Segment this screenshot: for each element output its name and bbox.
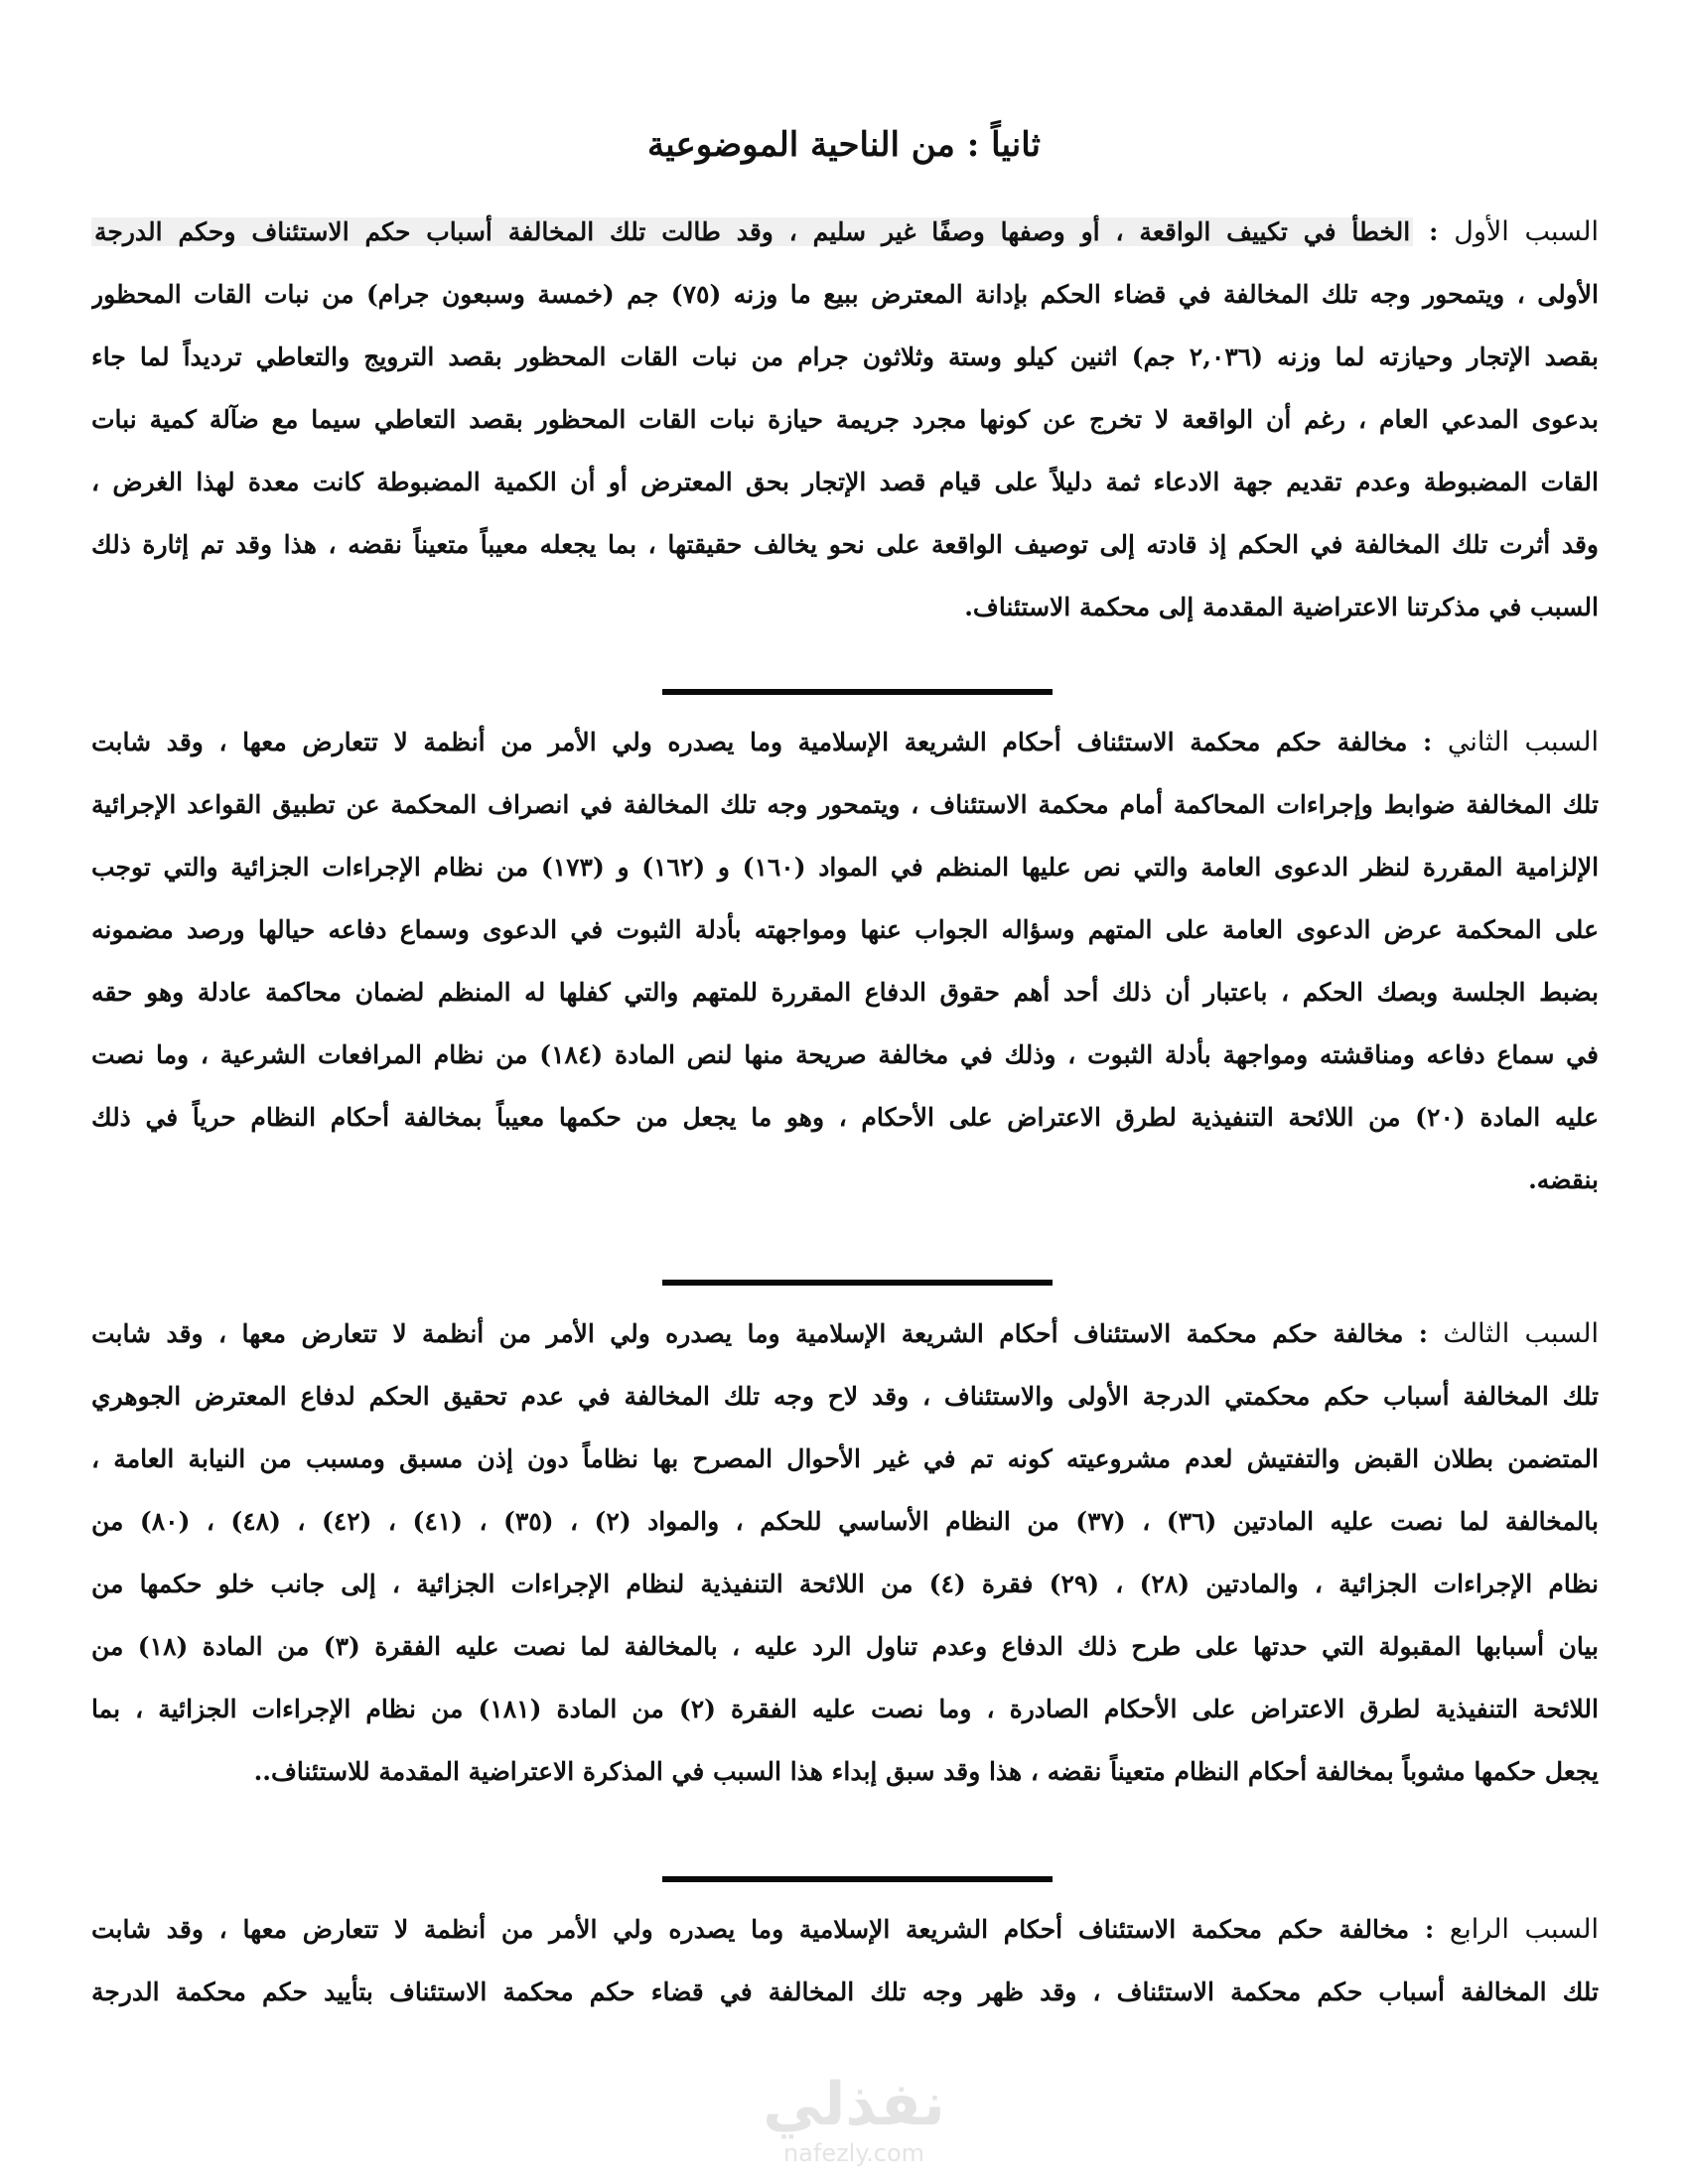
paragraph-line: تلك المخالفة أسباب حكم محكمتي الدرجة الأولى والاستئناف ، وقد لاح وجه تلك المخالفة في عدم تحقيق الحكم لدفاع المعترض الجوهري <box>91 1382 1599 1411</box>
paragraph-line: يجعل حكمها مشوباً بمخالفة أحكام النظام متعيناً نقضه ، هذا وقد سبق إبداء هذا السبب في المذكرة الاعتراضية المقدمة للاستئناف.. <box>253 1757 1599 1786</box>
section-divider <box>662 1280 1053 1286</box>
paragraph-line: في سماع دفاعه ومناقشته ومواجهة بأدلة الثبوت ، وذلك في مخالفة صريحة منها لنص المادة (١٨٤) من نظام المرافعات الشرعية ، وما نصت <box>91 1040 1599 1069</box>
watermark <box>735 2070 973 2167</box>
paragraph-line: بيان أسبابها المقبولة التي حدتها على طرح ذلك الدفاع وعدم تناول الرد عليه ، بالمخالفة لما نصت عليه الفقرة (٣) من المادة (١٨) من <box>91 1632 1599 1661</box>
paragraph-line: المتضمن بطلان القبض والتفتيش لعدم مشروعيته كونه تم في غير الأحوال المصرح بها نظاماً دون إذن مسبق ومسبب من النيابة العامة ، <box>91 1444 1599 1473</box>
paragraph-line: الإلزامية المقررة لنظر الدعوى العامة والتي نص عليها المنظم في المواد (١٦٠) و (١٦٢) و (١٧٣) من نظام الإجراءات الجزائية والتي توجب <box>91 853 1599 882</box>
paragraph-line: بنقضه. <box>1528 1165 1599 1194</box>
paragraph-line: بدعوى المدعي العام ، رغم أن الواقعة لا تخرج عن كونها مجرد جريمة حيازة نبات القات المحظور بقصد التعاطي سيما مع ضآلة كمية نبات <box>91 405 1599 434</box>
paragraph-line: وقد أثرت تلك المخالفة في الحكم إذ قادته إلى توصيف الواقعة على نحو يخالف حقيقتها ، بما يجعله معيباً متعيناً نقضه ، هذا وقد تم إثارة ذلك <box>91 530 1599 559</box>
section-heading: السبب الرابع <box>1449 1914 1599 1945</box>
section-heading: السبب الأول <box>1454 216 1599 247</box>
paragraph-line: بقصد الإتجار وحيازته لما وزنه (٢,٠٣٦ جم) اثنين كيلو وستة وثلاثون جرام من نبات القات المحظور بقصد الترويج والتعاطي ترديداً لما جاء <box>91 342 1599 371</box>
paragraph-line: نظام الإجراءات الجزائية ، والمادتين (٢٨) ، (٢٩) فقرة (٤) من اللائحة التنفيذية لنظام الإجراءات الجزائية ، إلى جانب خلو حكمها من <box>91 1570 1599 1598</box>
paragraph-line <box>91 1898 1599 1961</box>
section-first-reason <box>91 201 1599 638</box>
paragraph-line: القات المضبوطة وعدم تقديم جهة الادعاء ثمة دليلاً على قيام قصد الإتجار بحق المعترض أو أن الكمية المضبوطة كانت معدة لهذا الغرض ، <box>91 468 1599 496</box>
paragraph-line <box>91 201 1599 263</box>
paragraph-line: بضبط الجلسة وبصك الحكم ، باعتبار أن ذلك أحد أهم حقوق الدفاع المقررة للمتهم والتي كفلها له المنظم لضمان محاكمة عادلة وهو حقه <box>91 978 1599 1007</box>
text-span: الخطأ في تكييف الواقعة ، أو وصفها وصفًا غير سليم ، وقد طالت تلك المخالفة أسباب حكم الاستئناف وحكم الدرجة <box>91 217 1413 246</box>
section-divider <box>662 1876 1053 1882</box>
heading-separator: : <box>1423 728 1433 756</box>
section-third-reason <box>91 1302 1599 1803</box>
heading-separator: : <box>1424 1915 1435 1944</box>
heading-separator: : <box>1429 217 1439 246</box>
paragraph-line <box>91 711 1599 773</box>
paragraph-line: تلك المخالفة ضوابط وإجراءات المحاكمة أمام محكمة الاستئناف ، ويتمحور وجه تلك المخالفة في انصراف المحكمة عن تطبيق القواعد الإجرائية <box>91 790 1599 819</box>
section-fourth-reason <box>91 1898 1599 2023</box>
paragraph-line: تلك المخالفة أسباب حكم محكمة الاستئناف ، وقد ظهر وجه تلك المخالفة في قضاء حكم محكمة الاستئناف بتأييد حكم محكمة الدرجة <box>91 1978 1599 2006</box>
page-title: ثانياً : من الناحية الموضوعية <box>646 125 1042 165</box>
section-heading: السبب الثاني <box>1447 727 1599 757</box>
paragraph-line: عليه المادة (٢٠) من اللائحة التنفيذية لطرق الاعتراض على الأحكام ، وهو ما يجعل من حكمها معيباً بمخالفة أحكام النظام حرياً في ذلك <box>91 1103 1599 1132</box>
text-span: مخالفة حكم محكمة الاستئناف أحكام الشريعة الإسلامية وما يصدره ولي الأمر من أنظمة لا تتعارض معها ، وقد شابت <box>91 1319 1404 1348</box>
paragraph-line: الأولى ، ويتمحور وجه تلك المخالفة في قضاء الحكم بإدانة المعترض ببيع ما وزنه (٧٥) جم (خمسة وسبعون جرام) من نبات القات المحظور <box>91 280 1599 309</box>
text-span: مخالفة حكم محكمة الاستئناف أحكام الشريعة الإسلامية وما يصدره ولي الأمر من أنظمة لا تتعارض معها ، وقد شابت <box>91 728 1408 756</box>
section-heading: السبب الثالث <box>1443 1318 1599 1349</box>
watermark-logo-arabic: نفذلي <box>763 2070 945 2139</box>
paragraph-line: اللائحة التنفيذية لطرق الاعتراض على الأحكام الصادرة ، وما نصت عليه الفقرة (٢) من المادة (١٨١) من نظام الإجراءات الجزائية ، بما <box>91 1695 1599 1723</box>
section-second-reason <box>91 711 1599 1211</box>
paragraph-line: السبب في مذكرتنا الاعتراضية المقدمة إلى محكمة الاستئناف. <box>964 593 1599 621</box>
heading-separator: : <box>1418 1319 1428 1348</box>
paragraph-line: على المحكمة عرض الدعوى العامة على المتهم وسؤاله الجواب عنها ومواجهته بأدلة الثبوت في الدعوى وسماع دفاعه حيالها ورصد مضمونه <box>91 915 1599 944</box>
paragraph-line: بالمخالفة لما نصت عليه المادتين (٣٦) ، (٣٧) من النظام الأساسي للحكم ، والمواد (٢) ، (٣٥) ، (٤١) ، (٤٢) ، (٤٨) ، (٨٠) من <box>91 1507 1599 1536</box>
paragraph-line <box>91 1302 1599 1365</box>
watermark-url: nafezly.com <box>782 2139 925 2167</box>
text-span: مخالفة حكم محكمة الاستئناف أحكام الشريعة الإسلامية وما يصدره ولي الأمر من أنظمة لا تتعارض معها ، وقد شابت <box>91 1915 1410 1944</box>
section-divider <box>662 689 1053 695</box>
